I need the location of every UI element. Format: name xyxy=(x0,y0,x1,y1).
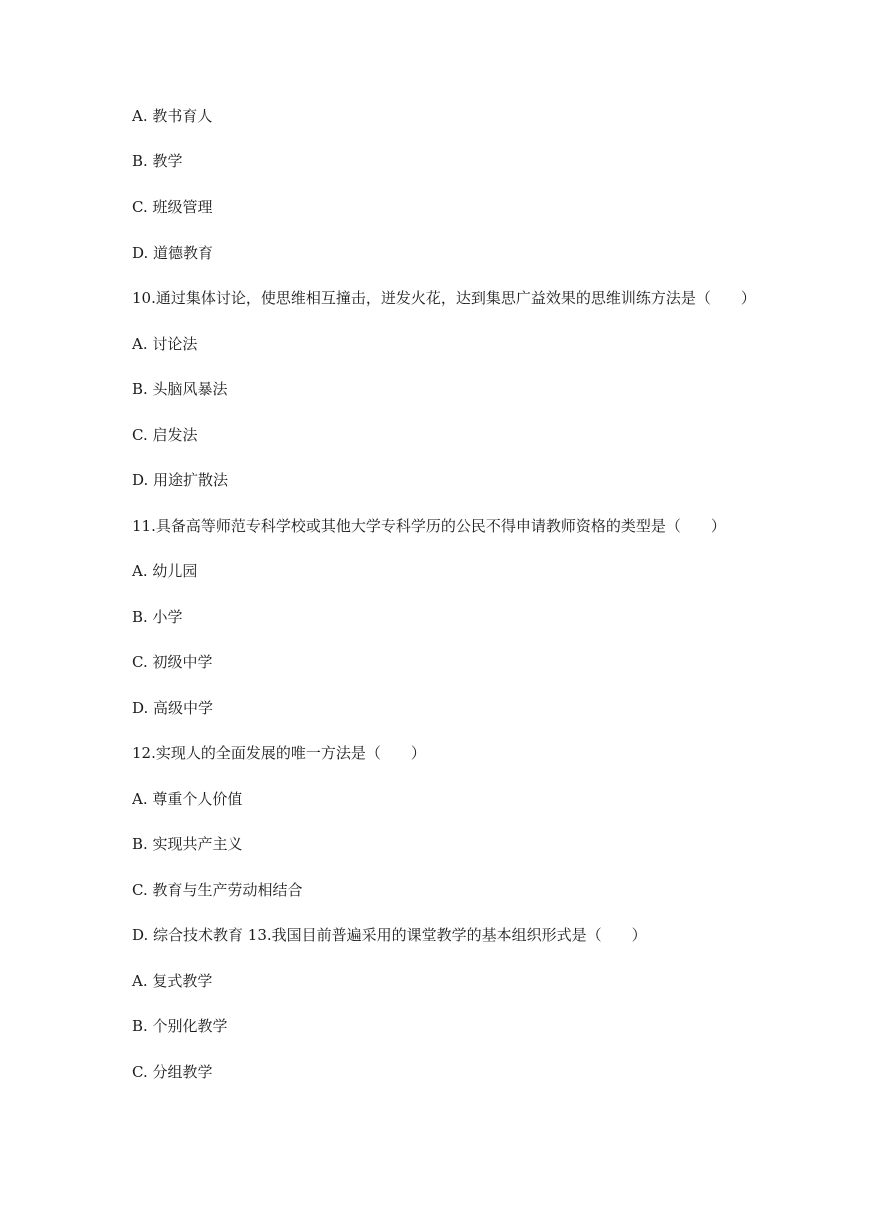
q12-option-a: A. 尊重个人价值 xyxy=(132,790,243,808)
q10-option-c: C. 启发法 xyxy=(132,426,198,444)
q11-option-d: D. 高级中学 xyxy=(132,699,214,717)
q10-option-a: A. 讨论法 xyxy=(132,335,198,353)
q11-option-c: C. 初级中学 xyxy=(132,653,213,671)
q12-option-d-q13-question: D. 综合技术教育 13.我国目前普遍采用的课堂教学的基本组织形式是（ ） xyxy=(132,926,647,944)
q10-option-d: D. 用途扩散法 xyxy=(132,471,229,489)
q11-question: 11.具备高等师范专科学校或其他大学专科学历的公民不得申请教师资格的类型是（ ） xyxy=(132,517,726,535)
q12-option-b: B. 实现共产主义 xyxy=(132,835,243,853)
q12-option-c: C. 教育与生产劳动相结合 xyxy=(132,881,303,899)
q9-option-d: D. 道德教育 xyxy=(132,244,214,262)
q13-option-c: C. 分组教学 xyxy=(132,1063,213,1081)
q9-option-b: B. 教学 xyxy=(132,152,183,170)
q13-option-a: A. 复式教学 xyxy=(132,972,213,990)
q11-option-a: A. 幼儿园 xyxy=(132,562,198,580)
q13-option-b: B. 个别化教学 xyxy=(132,1017,228,1035)
q12-question: 12.实现人的全面发展的唯一方法是（ ） xyxy=(132,744,426,762)
q9-option-a: A. 教书育人 xyxy=(132,107,213,125)
q9-option-c: C. 班级管理 xyxy=(132,198,213,216)
q10-option-b: B. 头脑风暴法 xyxy=(132,380,228,398)
q11-option-b: B. 小学 xyxy=(132,608,183,626)
q10-question: 10.通过集体讨论，使思维相互撞击，迸发火花，达到集思广益效果的思维训练方法是（ ） xyxy=(132,289,756,307)
